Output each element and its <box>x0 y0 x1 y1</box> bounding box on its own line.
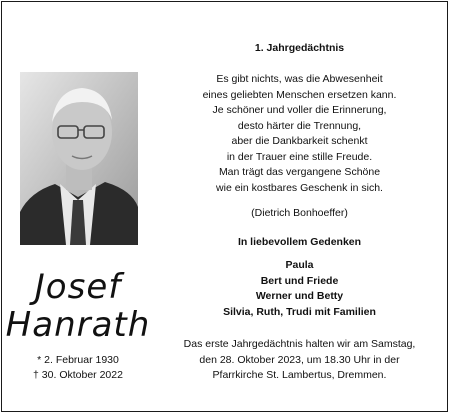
family-line: Bert und Friede <box>260 274 339 287</box>
family-line: Silvia, Ruth, Trudi mit Familien <box>223 305 376 318</box>
last-name: Hanrath <box>5 305 151 345</box>
poem-attribution: (Dietrich Bonhoeffer) <box>251 207 348 219</box>
anniversary-title: 1. Jahrgedächtnis <box>254 42 345 54</box>
birth-date: * 2. Februar 1930 <box>37 354 119 366</box>
poem-line: Man trägt das vergangene Schöne <box>218 166 381 178</box>
death-date: † 30. Oktober 2022 <box>33 369 123 381</box>
service-notice <box>157 337 442 384</box>
poem-line: aber die Dankbarkeit schenkt <box>231 135 368 147</box>
poem-line: desto härter die Trennung, <box>237 119 362 132</box>
poem-line: Je schöner und voller die Erinnerung, <box>212 104 387 116</box>
poem-line: Es gibt nichts, was die Abwesenheit <box>216 73 383 85</box>
notice-line: den 28. Oktober 2023, um 18.30 Uhr in der <box>199 353 400 366</box>
notice-line: Das erste Jahrgedächtnis halten wir am Samstag, <box>183 338 416 350</box>
poem-line: eines geliebten Menschen ersetzen kann. <box>202 88 397 101</box>
memorial-heading: In liebevollem Gedenken <box>237 236 362 248</box>
family-line: Paula <box>285 259 314 271</box>
portrait-photo <box>20 72 138 245</box>
poem <box>157 72 442 196</box>
poem-line: in der Trauer eine stille Freude. <box>226 150 373 163</box>
notice-line: Pfarrkirche St. Lambertus, Dremmen. <box>212 369 387 381</box>
first-name: Josef <box>34 267 122 307</box>
family-line: Werner und Betty <box>255 290 344 302</box>
poem-line: wie ein kostbares Geschenk in sich. <box>216 181 383 194</box>
family-list <box>157 258 442 320</box>
obituary-card <box>1 1 448 412</box>
